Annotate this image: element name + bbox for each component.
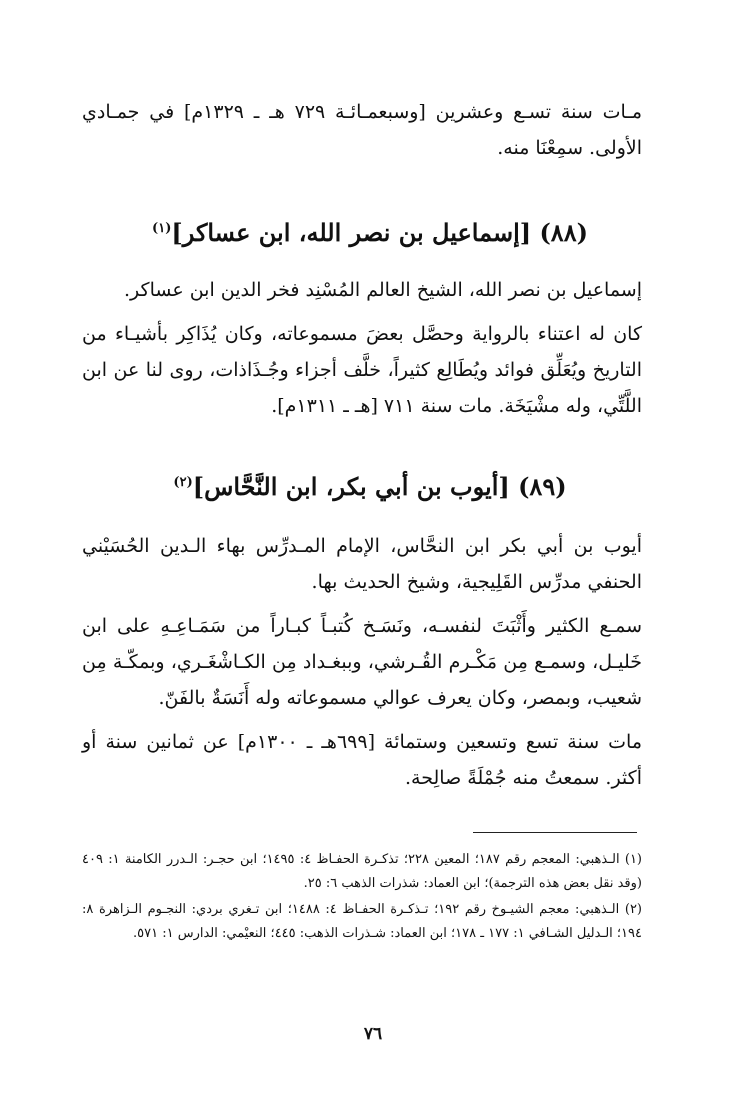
intro-text: مـات سنة تسـع وعشرين [وسبعمـائـة ٧٢٩ هـ ـ ١٣٢٩م] في جمـادي الأولى. سمِعْنَا منه. — [82, 101, 642, 159]
entry-88-title: (٨٨) [إسماعيل بن نصر الله، ابن عساكر] — [171, 218, 588, 247]
intro-paragraph — [82, 94, 642, 166]
entry-88-paragraph-2: كان له اعتناء بالرواية وحصَّل بعضَ مسموعاته، وكان يُذَاكِر بأشيـاء من التاريخ ويُعَلِّق فوائد ويُطَالِع كثيراً، خلَّف أجزاء وجُـذَاذات، روى لنا عن ابن اللَّتِّي، وله مشْيَخَة. مات سنة ٧١١ [هـ ـ ١٣١١م]. — [82, 323, 642, 417]
footnote-ref-1[interactable]: (١) — [152, 221, 172, 236]
entry-88-body — [82, 272, 642, 424]
footnote-2: (٢) الـذهبي: معجم الشيـوخ رقم ١٩٢؛ تـذكـرة الحفـاظ ٤: ١٤٨٨؛ ابن تـغري بردي: النجـوم الـزاهرة ٨: ١٩٤؛ الـدليل الشـافي ١: ١٧٧ ـ ١٧٨؛ ابن العماد: شـذرات الذهب: ٤٤٥؛ النعيْمي: الدارس ١: ٥٧١. — [82, 902, 642, 941]
footnote-1: (١) الـذهبي: المعجم رقم ١٨٧؛ المعين ٢٢٨؛ تذكـرة الحفـاظ ٤: ١٤٩٥؛ ابن حجـر: الـدرر الكامنة ١: ٤٠٩ (وقد نقل بعض هذه الترجمة)؛ ابن العماد: شذرات الذهب ٦: ٢٥. — [82, 852, 642, 891]
entry-89-paragraph-2: سمـع الكثير وأَثْبَتَ لنفسـه، ونَسَـخ كُتبـاً كبـاراً من سَمَـاعِـهِ على ابن خَليـل، وسمـع مِن مَكْـرم القُـرشي، وببغـداد مِن الكـاشْغَـري، وبمكّـة مِن شعيب، وبمصر، وكان يعرف عوالي مسموعاته وله أَنَسَةٌ بالفَنّ. — [82, 615, 642, 709]
entry-88-heading — [100, 216, 640, 250]
page-number: ٧٦ — [363, 1024, 383, 1044]
entry-88-paragraph-1: إسماعيل بن نصر الله، الشيخ العالم المُسْنِد فخر الدين ابن عساكر. — [124, 279, 642, 301]
entry-89-body — [82, 528, 642, 796]
entry-89-title: (٨٩) [أيوب بن أبي بكر، ابن النَّحَّاس] — [192, 472, 567, 501]
footnote-ref-2[interactable]: (٢) — [173, 475, 193, 490]
footnote-separator — [473, 832, 637, 833]
entry-89-paragraph-3: مات سنة تسع وتسعين وستمائة [٦٩٩هـ ـ ١٣٠٠م] عن ثمانين سنة أو أكثر. سمعتُ منه جُمْلَةً صالِحة. — [82, 731, 642, 789]
entry-89-paragraph-1: أيوب بن أبي بكر ابن النحَّاس، الإمام المـدرِّس بهاء الـدين الحُسَيْني الحنفي مدرِّس القَلِيجية، وشيخ الحديث بها. — [82, 535, 642, 593]
entry-89-heading — [100, 470, 640, 504]
footnotes — [82, 848, 642, 948]
